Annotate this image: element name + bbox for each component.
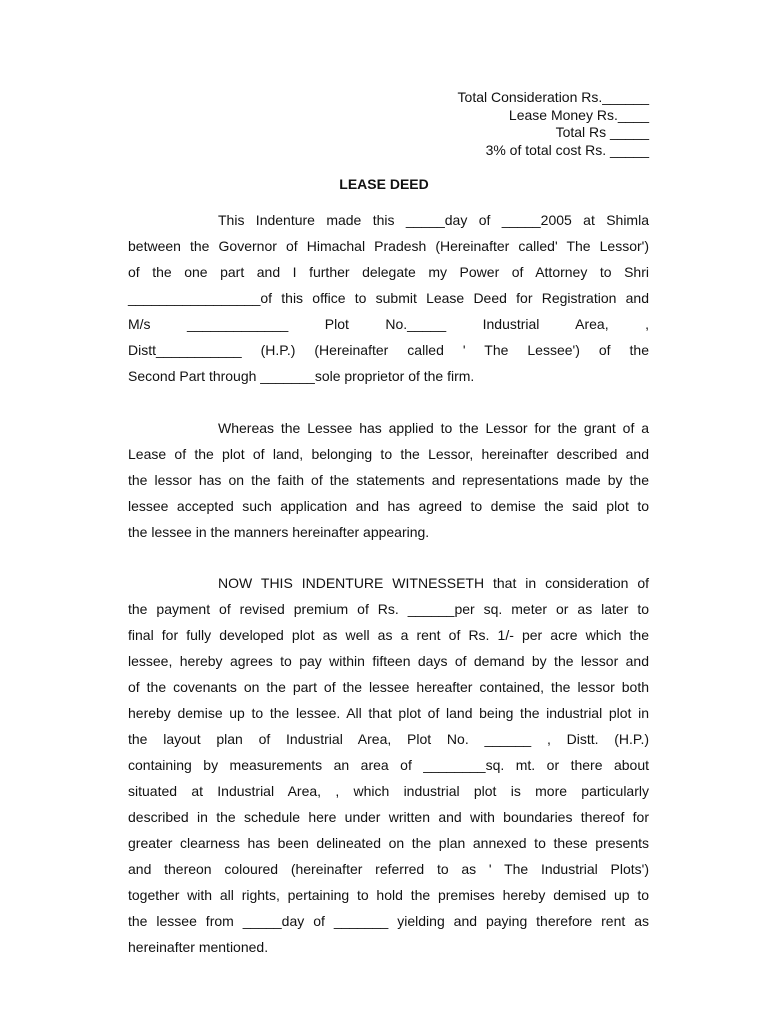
para3-line: final for fully developed plot as well as a rent of Rs. 1/- per acre which the: [128, 627, 649, 643]
para1-line: _________________of this office to submit Lease Deed for Registration and: [128, 290, 649, 306]
para2-line: lessee accepted such application and has agreed to demise the said plot to: [128, 498, 649, 514]
para3-line: situated at Industrial Area, , which industrial plot is more particularly: [128, 783, 649, 799]
para1-line: This Indenture made this _____day of _____2005 at Shimla: [218, 212, 649, 228]
three-percent-cost: 3% of total cost Rs. _____: [485, 141, 649, 158]
para2-line: Lease of the plot of land, belonging to the Lessor, hereinafter described and: [128, 446, 649, 462]
para3-line: hereinafter mentioned.: [128, 939, 269, 955]
para3-line: the payment of revised premium of Rs. ______per sq. meter or as later to: [128, 601, 649, 617]
total-consideration: Total Consideration Rs.______: [457, 89, 649, 105]
lease-money: Lease Money Rs.____: [508, 106, 649, 123]
para3-line: of the covenants on the part of the lessee hereafter contained, the lessor both: [128, 679, 649, 695]
total-rs: Total Rs _____: [555, 124, 649, 140]
para1-line: of the one part and I further delegate my Power of Attorney to Shri: [128, 264, 649, 280]
para1-line: between the Governor of Himachal Pradesh (Hereinafter called' The Lessor'): [128, 238, 649, 254]
para1-line: Distt___________ (H.P.) (Hereinafter called ' The Lessee') of the: [128, 342, 649, 358]
para3-line: the layout plan of Industrial Area, Plot No. ______ , Distt. (H.P.): [128, 731, 649, 747]
para3-line: and thereon coloured (hereinafter referred to as ' The Industrial Plots'): [128, 861, 649, 877]
para3-line: NOW THIS INDENTURE WITNESSETH that in consideration of: [218, 575, 649, 591]
para2-line: Whereas the Lessee has applied to the Lessor for the grant of a: [218, 420, 649, 436]
para2-line: the lessor has on the faith of the statements and representations made by the: [128, 472, 649, 488]
para1-line: M/s _____________ Plot No._____ Industrial Area, ,: [128, 316, 649, 332]
para3-line: lessee, hereby agrees to pay within fifteen days of demand by the lessor and: [128, 653, 649, 669]
para3-line: hereby demise up to the lessee. All that plot of land being the industrial plot in: [128, 705, 649, 721]
para3-line: greater clearness has been delineated on the plan annexed to these presents: [128, 835, 649, 851]
consideration-block: [458, 89, 649, 159]
document-title: LEASE DEED: [339, 176, 429, 192]
para3-line: described in the schedule here under written and with boundaries thereof for: [128, 809, 649, 825]
para3-line: the lessee from _____day of _______ yielding and paying therefore rent as: [128, 913, 649, 929]
para3-line: containing by measurements an area of ________sq. mt. or there about: [128, 757, 649, 773]
para2-line: the lessee in the manners hereinafter appearing.: [128, 524, 430, 540]
para3-line: together with all rights, pertaining to hold the premises hereby demised up to: [128, 887, 649, 903]
para1-line: Second Part through _______sole proprietor of the firm.: [128, 368, 475, 384]
